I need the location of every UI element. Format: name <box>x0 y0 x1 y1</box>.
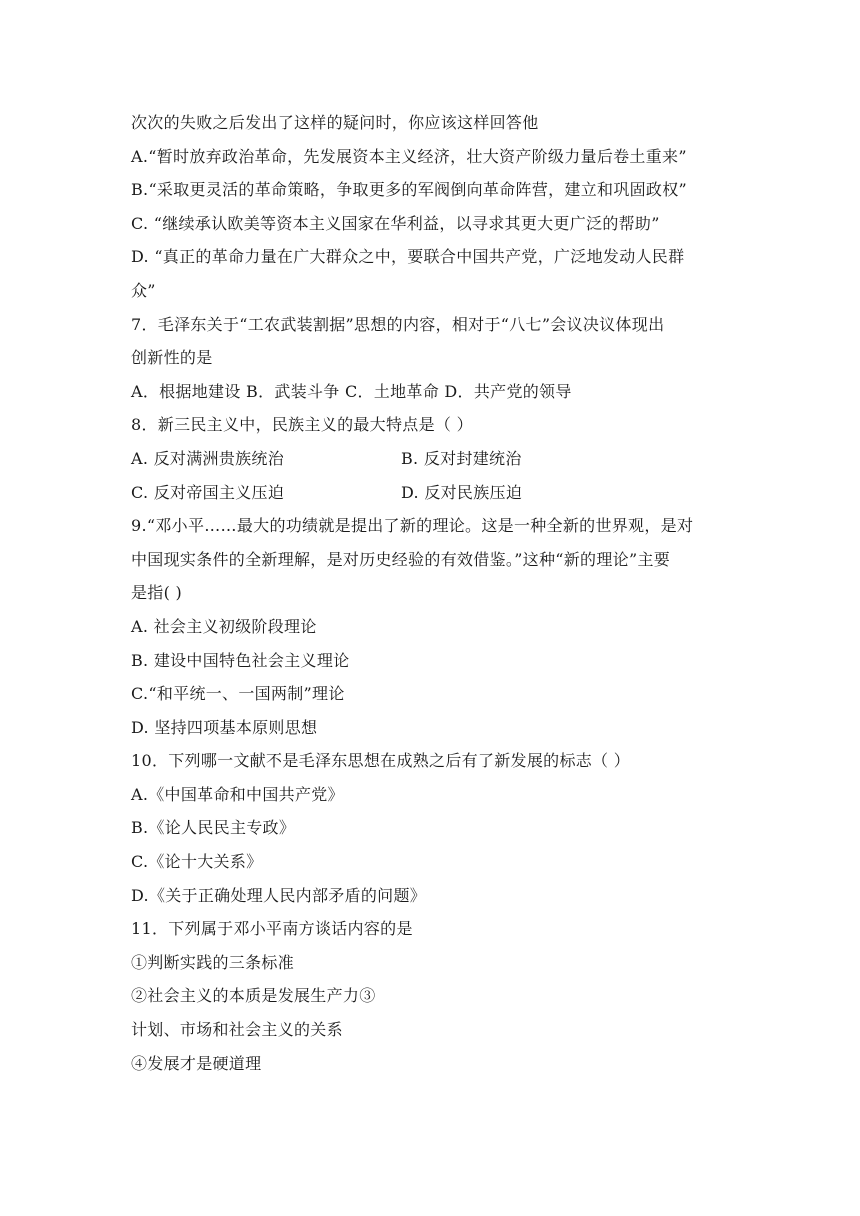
q9-option-a: A. 社会主义初级阶段理论 <box>131 616 317 636</box>
q11-item-3: 计划、市场和社会主义的关系 <box>131 1020 343 1040</box>
q6-option-d: D. “真正的革命力量在广大群众之中，要联合中国共产党，广泛地发动人民群 <box>131 247 685 267</box>
q8-option-c: C. 反对帝国主义压迫 <box>131 482 285 502</box>
q11-stem: 11．下列属于邓小平南方谈话内容的是 <box>131 919 413 939</box>
q9-option-d: D. 坚持四项基本原则思想 <box>131 717 318 737</box>
q9-stem-line-1: 9.“邓小平……最大的功绩就是提出了新的理论。这是一种全新的世界观，是对 <box>131 516 694 536</box>
q6-option-b: B.“采取更灵活的革命策略，争取更多的军阀倒向革命阵营，建立和巩固政权” <box>131 180 688 200</box>
q8-option-b: B. 反对封建统治 <box>401 448 522 468</box>
q9-option-b: B. 建设中国特色社会主义理论 <box>131 650 350 670</box>
q8-stem: 8．新三民主义中，民族主义的最大特点是（ ） <box>131 415 473 435</box>
q7-stem-line-1: 7．毛泽东关于“工农武装割据”思想的内容，相对于“八七”会议决议体现出 <box>131 314 665 334</box>
q8-option-a: A. 反对满洲贵族统治 <box>131 448 285 468</box>
q10-option-d: D.《关于正确处理人民内部矛盾的问题》 <box>131 885 427 905</box>
exam-page <box>131 106 731 1080</box>
q9-option-c: C.“和平统一、一国两制”理论 <box>131 684 345 704</box>
q7-stem-line-2: 创新性的是 <box>131 348 213 368</box>
q6-option-a: A.“暂时放弃政治革命，先发展资本主义经济，壮大资产阶级力量后卷土重来” <box>131 146 687 166</box>
q6-option-d-continued: 众” <box>131 280 156 300</box>
q9-stem-line-3: 是指( ) <box>131 583 183 603</box>
q11-item-2: ②社会主义的本质是发展生产力③ <box>131 986 376 1006</box>
q11-item-4: ④发展才是硬道理 <box>131 1053 262 1073</box>
q7-options: A．根据地建设 B．武装斗争 C．土地革命 D．共产党的领导 <box>131 381 572 401</box>
q10-option-c: C.《论十大关系》 <box>131 852 263 872</box>
q6-stem-tail: 次次的失败之后发出了这样的疑问时，你应该这样回答他 <box>131 113 539 132</box>
q10-stem: 10．下列哪一文献不是毛泽东思想在成熟之后有了新发展的标志（ ） <box>131 751 631 771</box>
q8-option-d: D. 反对民族压迫 <box>401 482 523 502</box>
q10-option-b: B.《论人民民主专政》 <box>131 818 296 838</box>
q8-options-row-1 <box>131 442 731 476</box>
q9-stem-line-2: 中国现实条件的全新理解，是对历史经验的有效借鉴。”这种“新的理论”主要 <box>131 549 671 569</box>
q10-option-a: A.《中国革命和中国共产党》 <box>131 784 344 804</box>
q6-option-c: C. “继续承认欧美等资本主义国家在华利益，以寻求其更大更广泛的帮助” <box>131 213 660 233</box>
q8-options-row-2 <box>131 476 731 510</box>
q11-item-1: ①判断实践的三条标准 <box>131 952 295 972</box>
